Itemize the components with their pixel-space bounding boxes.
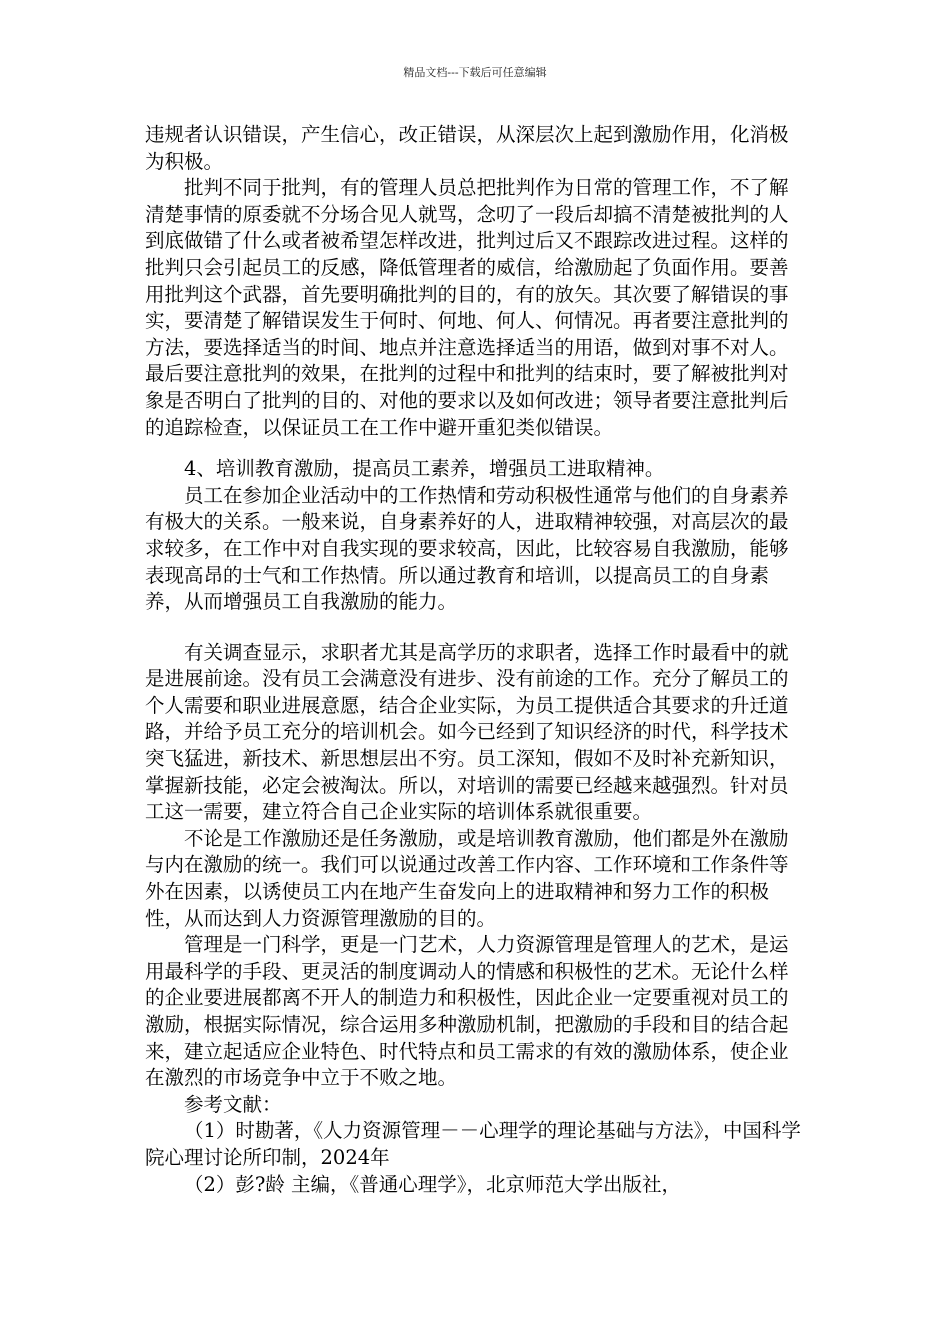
paragraph-continuation: 违规者认识错误，产生信心，改正错误，从深层次上起到激励作用，化消极为积极。: [145, 123, 789, 173]
paragraph-criticism: 批判不同于批判，有的管理人员总把批判作为日常的管理工作，不了解清楚事情的原委就不分场合见人就骂，念叨了一段后却搞不清楚被批判的人到底做错了什么或者被希望怎样改进，批判过后又不跟踪改进过程。这样的批判只会引起员工的反感，降低管理者的威信，给激励起了负面作用。要善用批判这个武器，首先要明确批判的目的，有的放矢。其次要了解错误的事实，要清楚了解错误发生于何时、何地、何人、何情况。再者要注意批判的方法，要选择适当的时间、地点并注意选择适当的用语，做到对事不对人。最后要注意批判的效果，在批判的过程中和批判的结束时，要了解被批判对象是否明白了批判的目的、对他的要求以及如何改进；领导者要注意批判后的追踪检查，以保证员工在工作中避开重犯类似错误。: [145, 176, 789, 439]
reference-item-2: （2）彭?龄 主编，《普通心理学》，北京师范大学出版社，: [184, 1172, 682, 1196]
paragraph-incentive-unity: 不论是工作激励还是任务激励，或是培训教育激励，他们都是外在激励与内在激励的统一。我们可以说通过改善工作内容、工作环境和工作条件等外在因素，以诱使员工内在地产生奋发向上的进取精神和努力工作的积极性，从而达到人力资源管理激励的目的。: [145, 826, 789, 930]
paragraph-management-art: 管理是一门科学，更是一门艺术，人力资源管理是管理人的艺术，是运用最科学的手段、更灵活的制度调动人的情感和积极性的艺术。无论什么样的企业要进展都离不开人的制造力和积极性，因此企业一定要重视对员工的激励，根据实际情况，综合运用多种激励机制，把激励的手段和目的结合起来，建立起适应企业特色、时代特点和员工需求的有效的激励体系，使企业在激烈的市场竞争中立于不败之地。: [145, 933, 789, 1090]
references-heading: 参考文献：: [184, 1092, 282, 1116]
paragraph-survey: 有关调查显示，求职者尤其是高学历的求职者，选择工作时最看中的就是进展前途。没有员工会满意没有进步、没有前途的工作。充分了解员工的个人需要和职业进展意愿，结合企业实际，为员工提供适合其要求的升迁道路，并给予员工充分的培训机会。如今已经到了知识经济的时代，科学技术突飞猛进，新技术、新思想层出不穷。员工深知，假如不及时补充新知识，掌握新技能，必定会被淘汰。所以，对培训的需要已经越来越强烈。针对员工这一需要，建立符合自己企业实际的培训体系就很重要。: [145, 640, 789, 824]
section-heading-training: 4、培训教育激励，提高员工素养，增强员工进取精神。: [184, 457, 665, 481]
page-header: 精品文档---下载后可任意编辑: [403, 66, 547, 79]
document-body: [145, 122, 805, 1198]
paragraph-employee-enthusiasm: 员工在参加企业活动中的工作热情和劳动积极性通常与他们的自身素养有极大的关系。一般来说，自身素养好的人，进取精神较强，对高层次的最求较多，在工作中对自我实现的要求较高，因此，比较容易自我激励，能够表现高昂的士气和工作热情。所以通过教育和培训，以提高员工的自身素养，从而增强员工自我激励的能力。: [145, 483, 789, 614]
reference-item-1: （1）时勘著，《人力资源管理－－心理学的理论基础与方法》，中国科学院心理讨论所印制，2024年: [145, 1119, 801, 1169]
